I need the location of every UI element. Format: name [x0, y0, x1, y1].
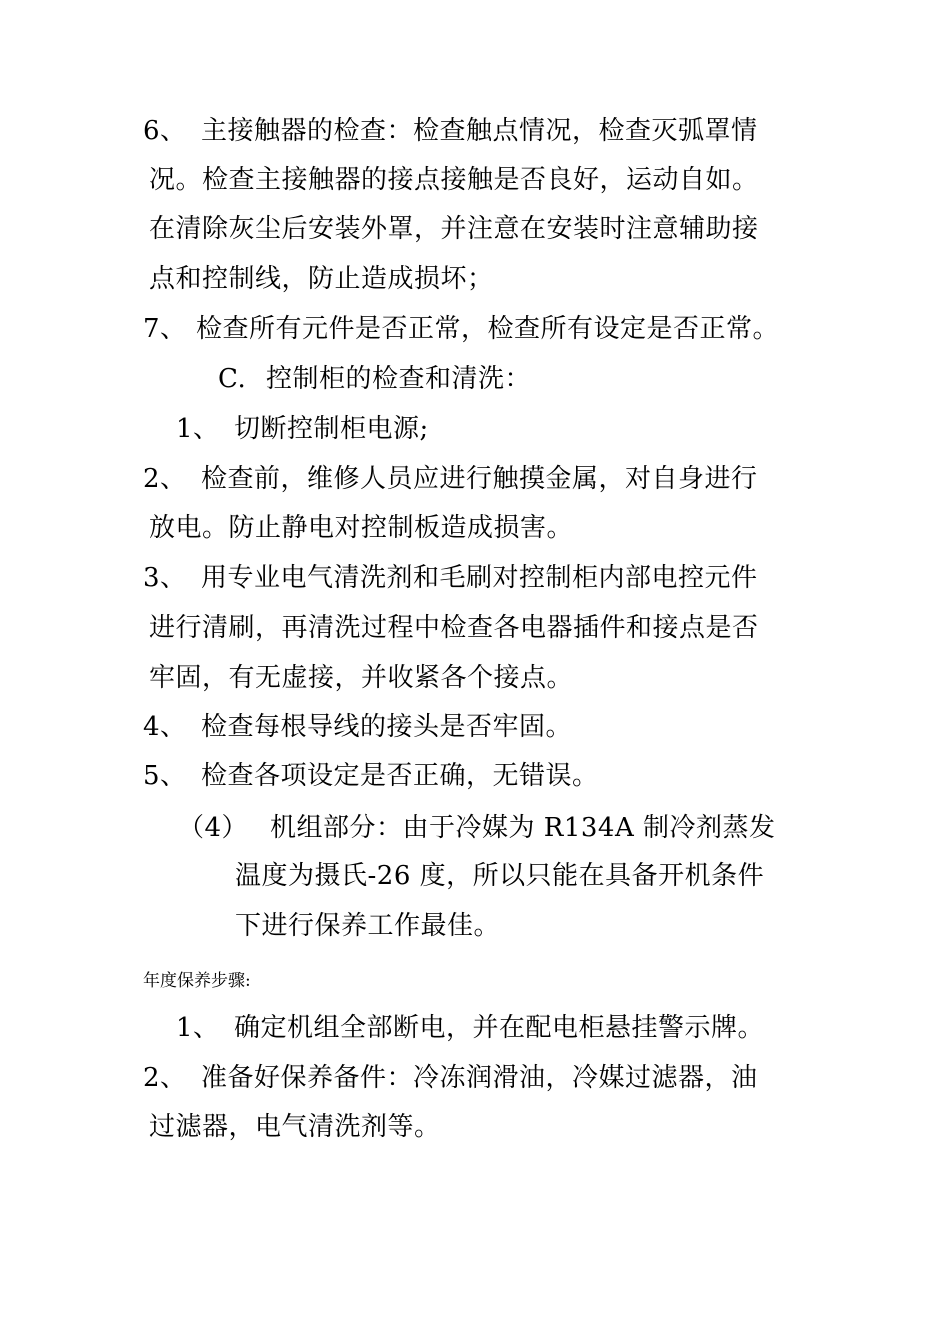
item-text: 检查前，维修人员应进行触摸金属，对自身进行	[201, 464, 758, 494]
section-letter: C.	[218, 364, 247, 394]
text-line: 过滤器，电气清洗剂等。	[149, 1112, 441, 1142]
text-line: 牢固，有无虚接，并收紧各个接点。	[149, 663, 574, 693]
item-number: 6、	[143, 116, 187, 146]
list-item-6	[143, 113, 758, 149]
item-number: 1、	[176, 414, 220, 444]
text-line: 放电。防止静电对控制板造成损害。	[149, 513, 574, 543]
text-line: 下进行保养工作最佳。	[235, 911, 501, 941]
list-item-3	[143, 560, 758, 596]
list-item-5	[143, 758, 599, 794]
text-line: 温度为摄氏-26 度，所以只能在具备开机条件	[235, 861, 765, 891]
item-text: 切断控制柜电源;	[234, 414, 429, 444]
section-title: 控制柜的检查和清洗：	[266, 364, 532, 394]
item-text: 准备好保养备件：冷冻润滑油，冷媒过滤器，油	[201, 1063, 758, 1093]
list-item-4	[143, 709, 572, 745]
item-text: 检查所有元件是否正常，检查所有设定是否正常。	[196, 314, 780, 344]
item-text: 用专业电气清洗剂和毛刷对控制柜内部电控元件	[201, 563, 758, 593]
list-item-2	[143, 461, 758, 497]
item-number: （4）	[178, 813, 249, 843]
text-line: 况。检查主接触器的接点接触是否良好，运动自如。	[149, 165, 759, 195]
list-item-4-paren	[178, 810, 776, 846]
list-item-2	[143, 1060, 758, 1096]
list-item-1	[176, 1010, 764, 1046]
item-text: 检查每根导线的接头是否牢固。	[201, 712, 573, 742]
list-item-7	[143, 311, 779, 347]
item-number: 3、	[143, 563, 187, 593]
item-number: 5、	[143, 761, 187, 791]
section-heading-annual: 年度保养步骤:	[143, 971, 251, 991]
item-text: 机组部分：由于冷媒为 R134A 制冷剂蒸发	[270, 813, 776, 843]
item-number: 2、	[143, 464, 187, 494]
text-line: 在清除灰尘后安装外罩，并注意在安装时注意辅助接	[149, 214, 759, 244]
text-line: 进行清刷，再清洗过程中检查各电器插件和接点是否	[149, 613, 759, 643]
item-number: 4、	[143, 712, 187, 742]
item-number: 2、	[143, 1063, 187, 1093]
item-number: 1、	[176, 1013, 220, 1043]
list-item-1	[176, 411, 429, 447]
item-text: 确定机组全部断电，并在配电柜悬挂警示牌。	[234, 1013, 765, 1043]
item-number: 7、	[143, 314, 187, 344]
item-text: 检查各项设定是否正确，无错误。	[201, 761, 599, 791]
text-line: 点和控制线，防止造成损坏；	[149, 264, 494, 294]
item-text: 主接触器的检查：检查触点情况，检查灭弧罩情	[201, 116, 758, 146]
section-heading-c	[218, 361, 531, 397]
